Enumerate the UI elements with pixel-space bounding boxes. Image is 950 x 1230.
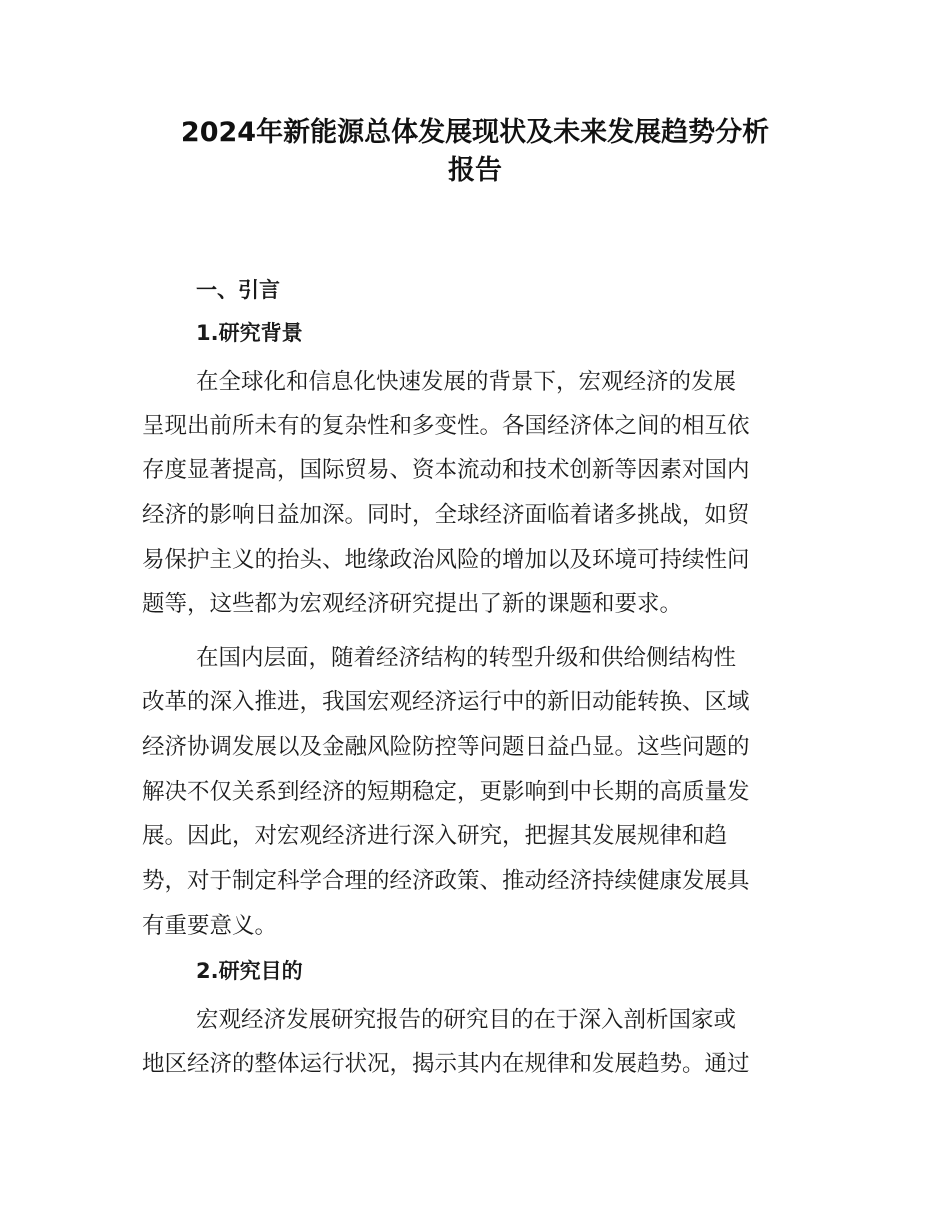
section-heading-introduction: 一、引言 <box>196 278 280 302</box>
subsection-heading-background: 1.研究背景 <box>196 321 303 345</box>
paragraph-line: 宏观经济发展研究报告的研究目的在于深入剖析国家或 <box>196 1007 737 1033</box>
document-title-line-1: 2024年新能源总体发展现状及未来发展趋势分析 <box>180 117 770 148</box>
paragraph-line: 经济协调发展以及金融风险防控等问题日益凸显。这些问题的 <box>142 734 750 760</box>
paragraph-line: 有重要意义。 <box>142 913 278 939</box>
paragraph-line: 在全球化和信息化快速发展的背景下，宏观经济的发展 <box>196 369 737 395</box>
document-title-line-2: 报告 <box>448 155 502 186</box>
paragraph-line: 题等，这些都为宏观经济研究提出了新的课题和要求。 <box>142 591 683 617</box>
paragraph-line: 存度显著提高，国际贸易、资本流动和技术创新等因素对国内 <box>142 457 750 483</box>
paragraph-line: 势，对于制定科学合理的经济政策、推动经济持续健康发展具 <box>142 868 750 894</box>
paragraph-line: 改革的深入推进，我国宏观经济运行中的新旧动能转换、区域 <box>142 689 750 715</box>
paragraph-line: 解决不仅关系到经济的短期稳定，更影响到中长期的高质量发 <box>142 779 750 805</box>
paragraph-line: 呈现出前所未有的复杂性和多变性。各国经济体之间的相互依 <box>142 413 750 439</box>
subsection-heading-purpose: 2.研究目的 <box>196 959 303 983</box>
paragraph-line: 地区经济的整体运行状况，揭示其内在规律和发展趋势。通过 <box>142 1051 750 1077</box>
paragraph-line: 经济的影响日益加深。同时，全球经济面临着诸多挑战，如贸 <box>142 502 750 528</box>
paragraph-line: 易保护主义的抬头、地缘政治风险的增加以及环境可持续性问 <box>142 547 750 573</box>
paragraph-line: 在国内层面，随着经济结构的转型升级和供给侧结构性 <box>196 645 737 671</box>
paragraph-line: 展。因此，对宏观经济进行深入研究，把握其发展规律和趋 <box>142 823 728 849</box>
